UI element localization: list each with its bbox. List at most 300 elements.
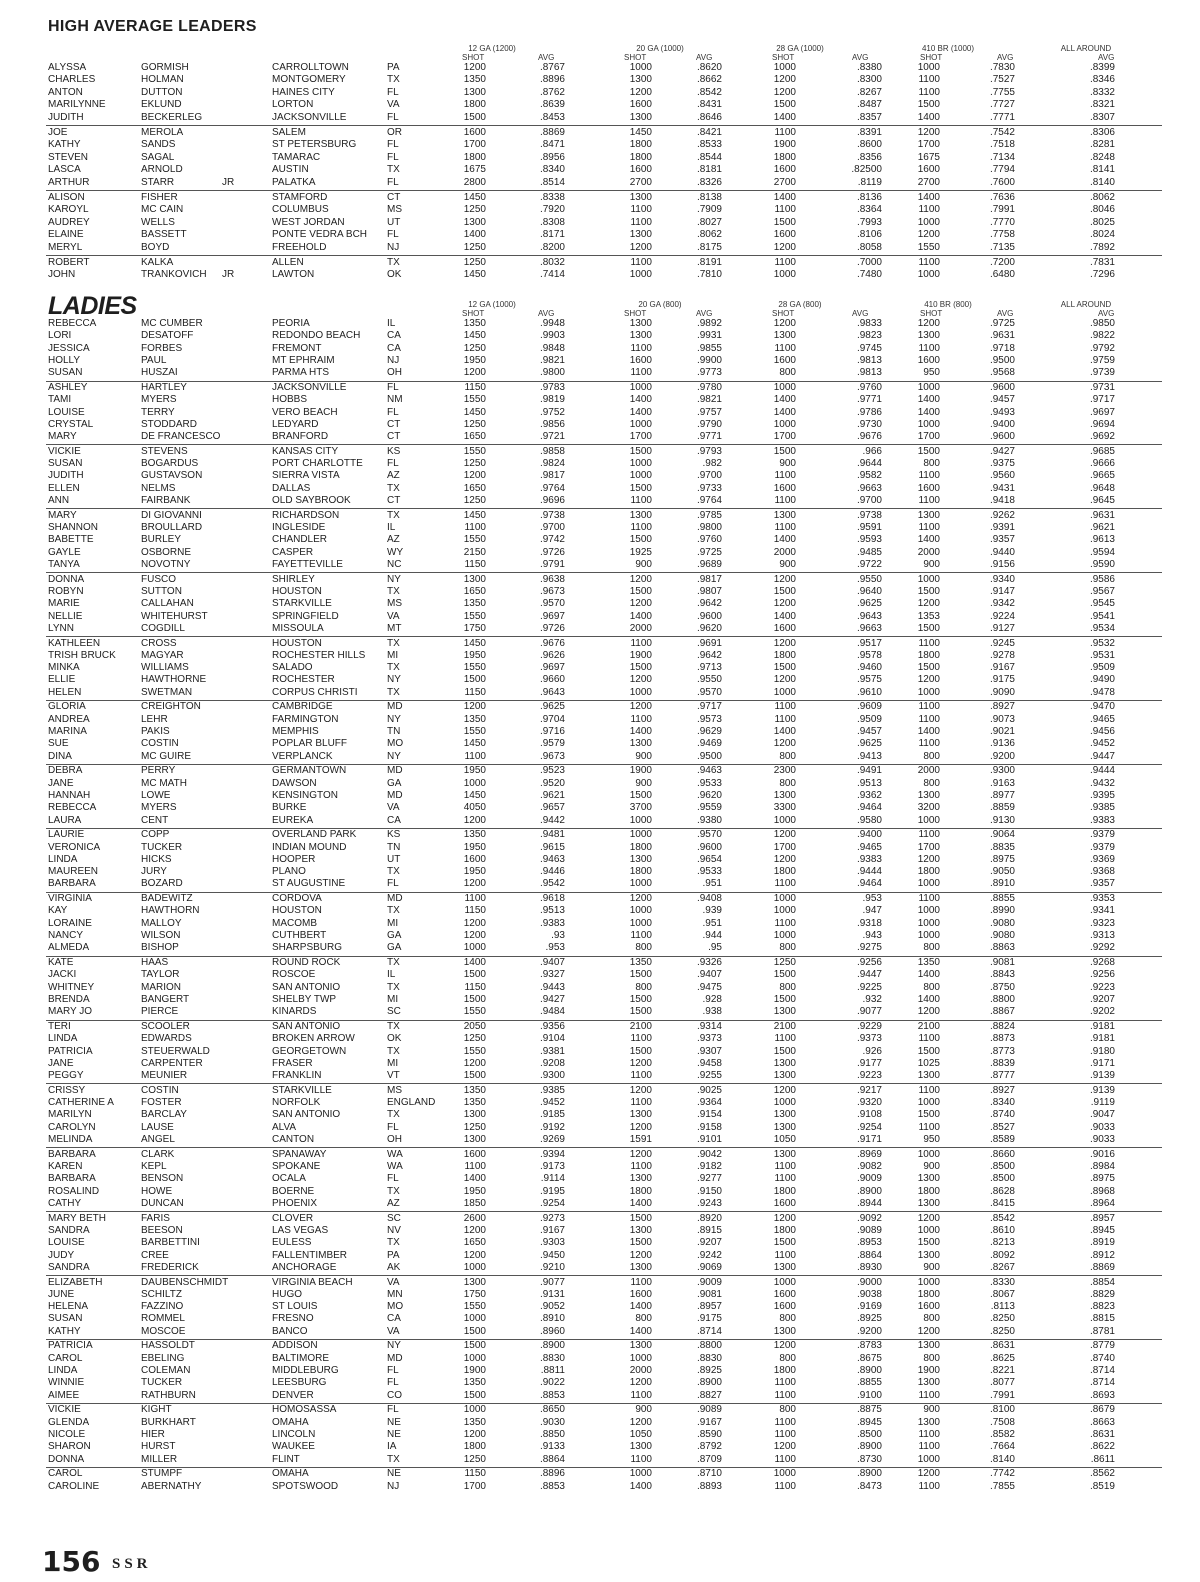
all-around-avg: .9395 (1089, 789, 1115, 801)
last-name: MEROLA (141, 127, 184, 138)
first-name: MARY JO (48, 1006, 93, 1018)
avg-28ga: .8136 (856, 192, 882, 203)
avg-410br: .9391 (989, 522, 1015, 533)
column-group-label: 28 GA (1000) (776, 44, 824, 53)
table-row (0, 957, 1200, 969)
city: MACOMB (272, 917, 317, 929)
avg-12ga: .9817 (539, 470, 565, 482)
avg-12ga: .8338 (539, 192, 565, 203)
avg-20ga: .9407 (696, 969, 722, 981)
first-name: ROSALIND (48, 1185, 100, 1197)
avg-12ga: .9638 (539, 573, 565, 585)
table-row (0, 355, 1200, 367)
state: FL (387, 139, 399, 151)
all-around-avg: .9432 (1089, 777, 1115, 789)
first-name: ELIZABETH (48, 1276, 103, 1288)
table-row (0, 1237, 1200, 1249)
shot-20ga: 1200 (629, 1057, 652, 1069)
table-row (0, 1198, 1200, 1210)
avg-28ga: .9169 (856, 1301, 882, 1313)
shot-20ga: 1300 (629, 509, 652, 521)
column-group-label: 20 GA (1000) (636, 44, 684, 53)
first-name: HOLLY (48, 354, 81, 366)
shot-20ga: 1300 (629, 111, 652, 123)
table-row (0, 1277, 1200, 1289)
avg-12ga: .9452 (539, 1097, 565, 1109)
shot-20ga: 1500 (629, 1006, 652, 1018)
shot-20ga: 1900 (629, 649, 652, 661)
avg-20ga: .8646 (696, 111, 722, 123)
all-around-avg: .9181 (1089, 1020, 1115, 1032)
table-row (0, 1097, 1200, 1109)
avg-28ga: .8058 (856, 241, 882, 253)
avg-12ga: .9427 (539, 993, 565, 1005)
city: MONTGOMERY (272, 74, 346, 86)
table-row (0, 1225, 1200, 1237)
shot-28ga: 1100 (774, 495, 796, 506)
all-around-avg: .8829 (1089, 1288, 1115, 1300)
avg-410br: .9600 (989, 431, 1015, 443)
city: GEORGETOWN (272, 1045, 347, 1057)
table-row (0, 382, 1200, 394)
shot-20ga: 1800 (629, 866, 652, 878)
city: DAWSON (272, 777, 317, 789)
shot-20ga: 1400 (629, 394, 652, 406)
all-around-avg: .9202 (1089, 1006, 1115, 1018)
last-name: MALLOY (141, 917, 182, 929)
shot-410br: 1675 (917, 151, 940, 163)
shot-410br: 1400 (917, 969, 940, 981)
city: OMAHA (272, 1468, 309, 1480)
last-name: NOVOTNY (141, 558, 191, 570)
avg-410br: .9064 (989, 829, 1015, 841)
shot-410br: 1100 (918, 1389, 940, 1401)
avg-410br: .8267 (989, 1261, 1015, 1273)
avg-28ga: .9760 (856, 381, 882, 393)
city: LAS VEGAS (272, 1224, 329, 1236)
avg-20ga: .928 (702, 993, 722, 1005)
avg-28ga: .9580 (856, 814, 882, 826)
state: AZ (387, 470, 400, 482)
avg-410br: .9224 (989, 610, 1015, 622)
avg-410br: .8740 (989, 1109, 1015, 1121)
avg-20ga: .951 (702, 917, 722, 929)
city: OLD SAYBROOK (272, 495, 351, 506)
all-around-avg: .7831 (1089, 257, 1115, 268)
table-row (0, 394, 1200, 406)
avg-20ga: .9463 (696, 765, 722, 777)
last-name: TUCKER (141, 1377, 183, 1389)
avg-20ga: .9158 (696, 1121, 722, 1133)
shot-28ga: 800 (779, 777, 796, 789)
state: SC (387, 1212, 401, 1224)
city: PALATKA (272, 176, 316, 188)
column-group-label: 410 BR (1000) (921, 44, 975, 53)
avg-410br: .9427 (989, 445, 1015, 457)
shot-410br: 1400 (917, 534, 940, 546)
first-name: CHARLES (48, 74, 96, 86)
avg-20ga: .9900 (696, 354, 722, 366)
shot-28ga: 1100 (774, 257, 796, 268)
all-around-avg: .9509 (1089, 662, 1115, 674)
avg-410br: .9342 (989, 598, 1015, 610)
table-row (0, 969, 1200, 981)
avg-28ga: .9823 (856, 330, 882, 342)
shot-20ga: 1300 (629, 1441, 652, 1453)
last-name: MYERS (141, 394, 177, 406)
avg-28ga: .9092 (856, 1212, 882, 1224)
avg-410br: .8835 (989, 841, 1015, 853)
avg-20ga: .9069 (696, 1261, 722, 1273)
avg-column-header: AVG (696, 309, 713, 318)
avg-12ga: .8869 (539, 127, 565, 138)
avg-28ga: .9254 (856, 1121, 882, 1133)
avg-12ga: .953 (545, 942, 565, 954)
last-name: STODDARD (141, 418, 197, 430)
shot-20ga: 1100 (630, 495, 652, 506)
city: POPLAR BLUFF (272, 738, 348, 750)
shot-28ga: 1250 (773, 957, 796, 968)
shot-12ga: 1500 (463, 1340, 486, 1352)
table-row (0, 318, 1200, 330)
shot-20ga: 1100 (630, 522, 652, 533)
avg-12ga: .9856 (539, 418, 565, 430)
shot-28ga: 1600 (773, 1301, 796, 1313)
shot-410br: 1100 (918, 637, 940, 649)
city: ROUND ROCK (272, 957, 341, 968)
shot-12ga: 1100 (464, 522, 486, 533)
shot-410br: 800 (923, 777, 940, 789)
avg-410br: .7542 (989, 127, 1015, 138)
shot-20ga: 1100 (630, 637, 652, 649)
city: TAMARAC (272, 151, 321, 163)
avg-28ga: .9089 (856, 1224, 882, 1236)
table-row (0, 534, 1200, 546)
avg-410br: .7518 (989, 139, 1015, 151)
city: MT EPHRAIM (272, 354, 335, 366)
state: ENGLAND (387, 1097, 436, 1109)
shot-28ga: 1400 (773, 406, 796, 418)
city: ALLEN (272, 257, 304, 268)
shot-410br: 1300 (917, 1173, 940, 1185)
shot-12ga: 1200 (463, 1057, 486, 1069)
shot-20ga: 1400 (629, 1197, 652, 1209)
first-name: JANE (48, 777, 74, 789)
city: HOUSTON (272, 585, 322, 597)
shot-410br: 2000 (917, 546, 940, 558)
all-around-avg: .8140 (1089, 176, 1115, 188)
shot-28ga: 1100 (774, 1453, 796, 1465)
last-name: KIGHT (141, 1404, 172, 1416)
state: TN (387, 841, 401, 853)
avg-410br: .9021 (989, 726, 1015, 737)
avg-410br: .7794 (989, 164, 1015, 176)
avg-12ga: .9824 (539, 458, 565, 470)
avg-12ga: .9133 (539, 1441, 565, 1453)
avg-28ga: .9383 (856, 853, 882, 865)
avg-12ga: .9173 (539, 1161, 565, 1172)
shot-12ga: 1550 (463, 726, 486, 737)
state: FL (387, 176, 399, 188)
shot-12ga: 2800 (463, 176, 486, 188)
shot-12ga: 1350 (463, 713, 486, 725)
all-around-avg: .9694 (1089, 418, 1115, 430)
avg-410br: .7134 (989, 151, 1015, 163)
shot-410br: 1300 (917, 1416, 940, 1428)
state: TX (387, 905, 400, 917)
shot-12ga: 1150 (464, 381, 486, 393)
shot-410br: 1300 (917, 330, 940, 342)
shot-12ga: 1700 (463, 1480, 486, 1492)
avg-410br: .8824 (989, 1020, 1015, 1032)
avg-28ga: .9593 (856, 534, 882, 546)
avg-12ga: .9821 (539, 354, 565, 366)
avg-20ga: .9458 (696, 1057, 722, 1069)
last-name: COGDILL (141, 622, 185, 634)
avg-20ga: .9175 (696, 1313, 722, 1325)
column-group-label: ALL AROUND (1060, 44, 1112, 53)
first-name: DINA (48, 750, 72, 762)
avg-20ga: .9642 (696, 598, 722, 610)
avg-410br: .7991 (989, 204, 1015, 216)
avg-28ga: .9460 (856, 662, 882, 674)
shot-12ga: 1100 (464, 750, 486, 762)
shot-28ga: 1200 (773, 637, 796, 649)
avg-20ga: .9700 (696, 470, 722, 482)
avg-20ga: .9167 (696, 1416, 722, 1428)
shot-12ga: 1150 (464, 558, 486, 570)
shot-12ga: 1000 (463, 1404, 486, 1416)
shot-20ga: 1500 (629, 1045, 652, 1057)
avg-20ga: .9764 (696, 495, 722, 506)
shot-12ga: 1200 (463, 62, 486, 73)
shot-12ga: 1300 (463, 1276, 486, 1288)
avg-410br: .6480 (989, 269, 1015, 281)
table-row (0, 714, 1200, 726)
shot-12ga: 1000 (463, 1313, 486, 1325)
table-row (0, 1468, 1200, 1480)
shot-28ga: 1500 (773, 1237, 796, 1249)
table-row (0, 751, 1200, 763)
avg-20ga: .9600 (696, 610, 722, 622)
city: CANTON (272, 1134, 315, 1145)
avg-28ga: .9610 (856, 686, 882, 698)
last-name: BOGARDUS (141, 458, 199, 470)
first-name: ALYSSA (48, 62, 87, 73)
first-name: CAROL (48, 1352, 83, 1364)
shot-20ga: 1800 (629, 151, 652, 163)
avg-20ga: .8138 (696, 192, 722, 203)
shot-28ga: 1400 (773, 192, 796, 203)
avg-12ga: .9167 (539, 1224, 565, 1236)
city: LAWTON (272, 269, 315, 281)
city: INDIAN MOUND (272, 841, 347, 853)
table-row (0, 1134, 1200, 1146)
shot-410br: 1200 (917, 1212, 940, 1224)
table-row (0, 446, 1200, 458)
avg-20ga: .95 (708, 942, 722, 954)
table-row (0, 1213, 1200, 1225)
table-row (0, 918, 1200, 930)
city: ALVA (272, 1121, 297, 1133)
city: FRESNO (272, 1313, 314, 1325)
first-name: LAURIE (48, 829, 85, 841)
avg-20ga: .9600 (696, 841, 722, 853)
city: FRASER (272, 1057, 313, 1069)
table-row (0, 726, 1200, 738)
first-name: JESSICA (48, 342, 90, 354)
last-name: DE FRANCESCO (141, 431, 221, 443)
shot-20ga: 1000 (629, 878, 652, 890)
last-name: STARR (141, 176, 175, 188)
avg-20ga: .9408 (696, 893, 722, 905)
state: TX (387, 866, 400, 878)
state: NY (387, 1340, 401, 1352)
avg-410br: .8750 (989, 981, 1015, 993)
avg-28ga: .9177 (856, 1057, 882, 1069)
state: IL (387, 969, 396, 981)
avg-20ga: .8431 (696, 99, 722, 111)
shot-28ga: 1100 (774, 1428, 796, 1440)
table-row (0, 1006, 1200, 1018)
shot-410br: 1000 (917, 905, 940, 917)
last-name: BROULLARD (141, 522, 203, 533)
avg-28ga: .9625 (856, 738, 882, 750)
state: NY (387, 573, 401, 585)
table-row (0, 1481, 1200, 1493)
shot-28ga: 1100 (774, 1249, 796, 1261)
avg-20ga: .8181 (696, 164, 722, 176)
avg-410br: .8500 (989, 1161, 1015, 1172)
avg-12ga: .8864 (539, 1453, 565, 1465)
shot-410br: 1100 (918, 522, 940, 533)
shot-12ga: 1750 (463, 622, 486, 634)
shot-410br: 1100 (918, 86, 940, 98)
avg-20ga: .9042 (696, 1148, 722, 1160)
table-row (0, 930, 1200, 942)
avg-28ga: .9229 (856, 1020, 882, 1032)
shot-28ga: 1200 (773, 318, 796, 329)
table-row (0, 1186, 1200, 1198)
state: FL (387, 381, 399, 393)
avg-410br: .9725 (989, 318, 1015, 329)
city: VERO BEACH (272, 406, 338, 418)
last-name: HARTLEY (141, 381, 187, 393)
shot-12ga: 1950 (463, 841, 486, 853)
shot-12ga: 1800 (463, 99, 486, 111)
state: TX (387, 257, 400, 268)
avg-20ga: .8827 (696, 1389, 722, 1401)
all-around-avg: .9613 (1089, 534, 1115, 546)
avg-column-header: AVG (1098, 309, 1115, 318)
first-name: LINDA (48, 853, 78, 865)
first-name: KAY (48, 905, 68, 917)
table-row (0, 164, 1200, 176)
shot-12ga: 1250 (463, 1033, 486, 1045)
shot-12ga: 1300 (463, 216, 486, 228)
avg-20ga: .7810 (696, 269, 722, 281)
avg-20ga: .9277 (696, 1173, 722, 1185)
shot-12ga: 1850 (463, 1197, 486, 1209)
state: WY (387, 546, 404, 558)
avg-410br: .8873 (989, 1033, 1015, 1045)
shot-12ga: 1450 (463, 192, 486, 203)
shot-20ga: 1300 (629, 1173, 652, 1185)
state: VA (387, 1276, 400, 1288)
all-around-avg: .9313 (1089, 930, 1115, 941)
all-around-avg: .9223 (1089, 981, 1115, 993)
all-around-avg: .9379 (1089, 829, 1115, 841)
state: MI (387, 993, 399, 1005)
city: INGLESIDE (272, 522, 326, 533)
city: FRANKLIN (272, 1070, 322, 1082)
first-name: TRISH BRUCK (48, 649, 116, 661)
first-name: CATHERINE A (48, 1097, 114, 1109)
shot-28ga: 1300 (773, 1070, 796, 1082)
first-name: MINKA (48, 662, 80, 674)
shot-12ga: 1250 (463, 418, 486, 430)
shot-410br: 1100 (918, 204, 940, 216)
state: IL (387, 318, 396, 329)
city: MISSOULA (272, 622, 324, 634)
city: BANCO (272, 1325, 308, 1337)
shot-20ga: 1200 (629, 1377, 652, 1389)
avg-410br: .9400 (989, 418, 1015, 430)
avg-20ga: .9570 (696, 686, 722, 698)
shot-410br: 2700 (917, 176, 940, 188)
shot-410br: 1500 (917, 585, 940, 597)
avg-28ga: .7993 (856, 216, 882, 228)
shot-410br: 1600 (917, 482, 940, 494)
avg-20ga: .9892 (696, 318, 722, 329)
shot-20ga: 1000 (629, 829, 652, 841)
state: FL (387, 111, 399, 123)
shot-28ga: 1400 (773, 394, 796, 406)
avg-20ga: .9620 (696, 789, 722, 801)
state: MD (387, 1352, 403, 1364)
last-name: DAUBENSCHMIDT (141, 1276, 229, 1288)
shot-12ga: 1500 (463, 1325, 486, 1337)
last-name: EKLUND (141, 99, 182, 111)
table-row (0, 127, 1200, 139)
last-name: BURLEY (141, 534, 182, 546)
shot-20ga: 1000 (629, 686, 652, 698)
table-row (0, 650, 1200, 662)
state: WA (387, 1161, 403, 1172)
avg-12ga: .9626 (539, 649, 565, 661)
first-name: SANDRA (48, 1261, 90, 1273)
shot-28ga: 1800 (773, 866, 796, 878)
avg-12ga: .9381 (539, 1045, 565, 1057)
all-around-avg: .8679 (1089, 1404, 1115, 1416)
shot-20ga: 1900 (629, 765, 652, 777)
shot-410br: 900 (923, 1261, 940, 1273)
table-row (0, 1417, 1200, 1429)
last-name: MARION (141, 981, 181, 993)
all-around-avg: .9567 (1089, 585, 1115, 597)
avg-20ga: .9654 (696, 853, 722, 865)
avg-12ga: .8896 (539, 1468, 565, 1480)
last-name: TRANKOVICH (141, 269, 207, 281)
avg-410br: .8582 (989, 1428, 1015, 1440)
last-name: WHITEHURST (141, 610, 208, 622)
first-name: KATHY (48, 1325, 81, 1337)
first-name: CAROLYN (48, 1121, 96, 1133)
all-around-avg: .8062 (1089, 192, 1115, 203)
avg-410br: .9500 (989, 354, 1015, 366)
shot-28ga: 1500 (773, 445, 796, 457)
table-row (0, 893, 1200, 905)
